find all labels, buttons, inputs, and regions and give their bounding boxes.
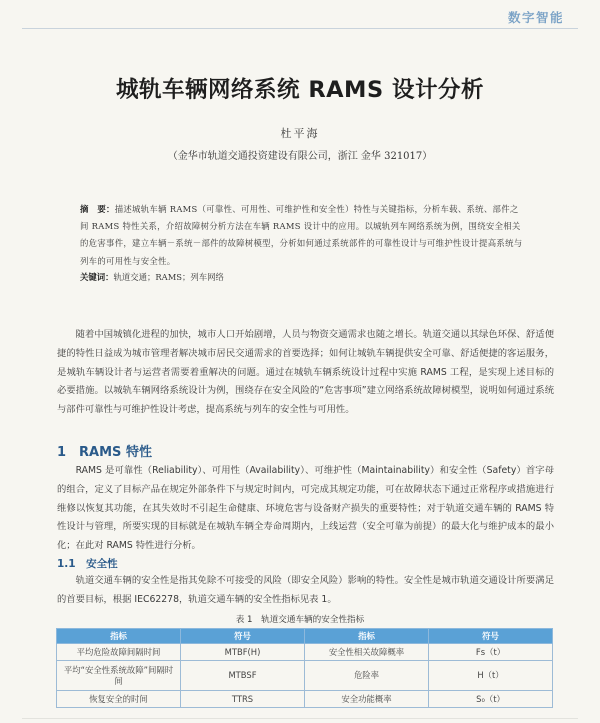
keywords-text: 轨道交通；RAMS；列车网络 — [113, 272, 224, 282]
section-1-1-heading: 1.1 安全性 — [57, 558, 118, 570]
table-cell: 平均危险故障间隔时间 — [57, 644, 181, 661]
table-row — [57, 644, 553, 661]
paper-author: 杜平海 — [280, 127, 320, 140]
table-cell: MTBF(H) — [181, 644, 305, 661]
table-header-row — [57, 629, 553, 644]
section-1-heading: 1 RAMS 特性 — [57, 445, 152, 460]
intro-paragraph: 随着中国城镇化进程的加快，城市人口开始剧增，人员与物资交通需求也随之增长。轨道交通以其绿色环保、舒适便捷的特性日益成为城市管理者解决城市居民交通需求的首要选择；如何让城轨车辆提供安全可靠、舒适便捷的客运服务，是城轨车辆设计者与运营者需要着重解决的问题。通过在城轨车辆系统设计过程中实施 RAMS 工程，是实现上述目标的必要措施。以城轨车辆网络系统设计为例，围绕存在安全风险的“危害事项”建立网络系统故障树模型，说明如何通过系统与部件可靠性与可维护性设计考虑，提高系统与列车的安全性与可用性。 — [57, 329, 554, 416]
table-cell: 平均“安全性系统故障”间隔时间 — [57, 661, 181, 691]
header-divider — [22, 28, 578, 29]
table-cell: H（t） — [429, 661, 553, 691]
table-cell: 危险率 — [305, 661, 429, 691]
table-row — [57, 661, 553, 691]
table-cell: 安全性相关故障概率 — [305, 644, 429, 661]
table-header-cell: 符号 — [181, 629, 305, 644]
abstract-label: 摘 要： — [80, 204, 115, 214]
section-1-1-paragraph: 轨道交通车辆的安全性是指其免除不可接受的风险（即安全风险）影响的特性。安全性是城市轨道交通设计所要满足的首要目标，根据 IEC62278，轨道交通车辆的安全性指标见表 1。 — [57, 575, 554, 605]
keywords — [80, 271, 526, 283]
table-cell: 安全功能概率 — [305, 691, 429, 708]
section-1-paragraph: RAMS 是可靠性（Reliability）、可用性（Availability）、可维护性（Maintainability）和安全性（Safety）首字母的组合，定义了目标产品在规定外部条件下与规定时间内，可完成其规定功能，可在故障状态下通过正常程序或措施进行维修以恢复其功能，在其失效时不引起生命健康、环境危害与设备财产损失的重要特性；对于轨道交通车辆的 RAMS 特性设计与管理，所要实现的目标就是在城轨车辆全寿命周期内，上线运营（安全可靠为前提）的最大化与维护成本的最小化；在此对 RAMS 特性进行分析。 — [57, 465, 554, 552]
paper-affiliation: （金华市轨道交通投资建设有限公司，浙江 金华 321017） — [167, 151, 433, 162]
keywords-label: 关键词： — [80, 272, 114, 282]
table-header-cell: 指标 — [305, 629, 429, 644]
table-cell: S₀（t） — [429, 691, 553, 708]
table-header-cell: 指标 — [57, 629, 181, 644]
table-cell: TTRS — [181, 691, 305, 708]
table-cell: MTBSF — [181, 661, 305, 691]
abstract — [80, 201, 526, 270]
table-cell: Fs（t） — [429, 644, 553, 661]
safety-index-table — [56, 628, 553, 708]
table-cell: 恢复安全的时间 — [57, 691, 181, 708]
table-row — [57, 691, 553, 708]
page-bottom-edge — [22, 718, 578, 719]
table-caption: 表 1 轨道交通车辆的安全性指标 — [235, 615, 365, 625]
section-tag: 数字智能 — [507, 10, 564, 25]
abstract-text: 描述城轨车辆 RAMS（可靠性、可用性、可维护性和安全性）特性与关键指标，分析车载、系统、部件之间 RAMS 特性关系，介绍故障树分析方法在车辆 RAMS 设计中的应用。以城轨列车网络系统为例，围绕安全相关的危害事件，建立车辆－系统－部件的故障树模型，分析如何通过系统部件的可靠性设计与可维护性设计提高系统与列车的可用性与安全性。 — [80, 204, 523, 266]
paper-title: 城轨车辆网络系统 RAMS 设计分析 — [115, 77, 484, 103]
table-header-cell: 符号 — [429, 629, 553, 644]
